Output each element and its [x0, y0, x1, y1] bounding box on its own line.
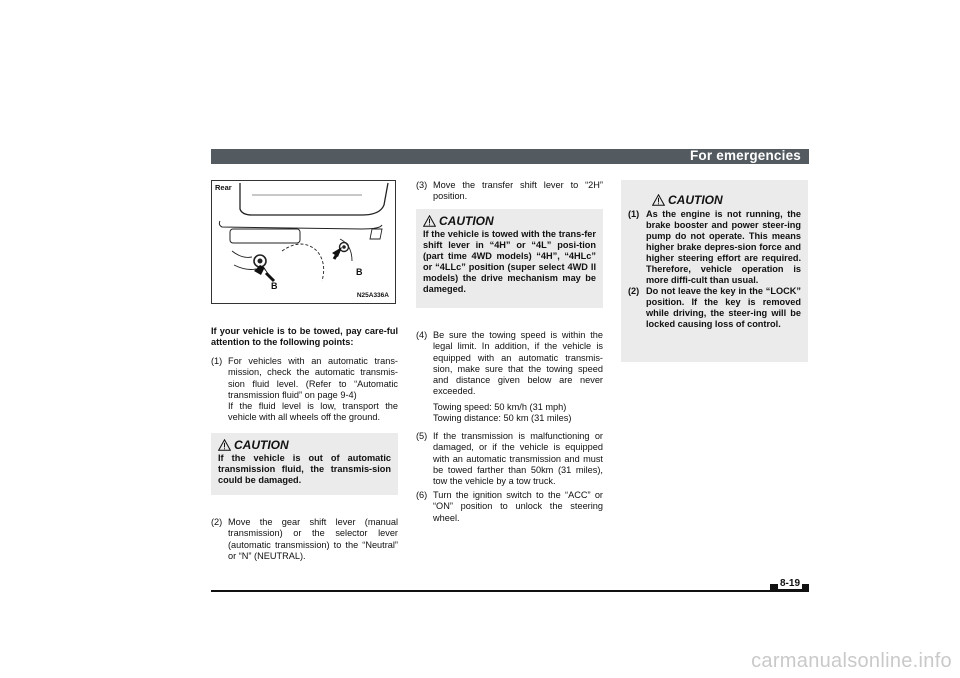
section-header-bar [211, 149, 809, 164]
list-item-text: Turn the ignition switch to the “ACC” or “ON” position to unlock the steering wheel. [433, 490, 603, 523]
list-item-1 [211, 356, 398, 424]
list-item-6 [416, 490, 603, 524]
caution-box-2 [416, 209, 603, 308]
watermark: carmanualsonline.info [751, 650, 952, 672]
list-item-3 [416, 180, 603, 203]
figure-code: N25A336A [356, 292, 389, 299]
caution-item-text: As the engine is not running, the brake booster and power steer-ing pump do not operate. This means higher brake depres-sion force and higher steering effort are required. Therefore, vehicle operation is more diffi-cult than usual. [646, 209, 801, 285]
caution-heading: CAUTION [668, 193, 723, 207]
caution-item-1 [628, 209, 801, 286]
caution-text: If the vehicle is out of automatic transmission fluid, the transmis-sion could be damaged. [218, 453, 391, 485]
warning-triangle-icon [423, 215, 436, 227]
list-item-number: (2) [211, 517, 223, 527]
warning-triangle-icon [652, 194, 665, 206]
figure-label-b-left: B [271, 281, 278, 291]
list-item-4 [416, 330, 603, 424]
caution-box-1 [211, 433, 398, 495]
list-item-text: If the transmission is malfunctioning or damaged, or if the vehicle is equipped with an automatic transmission and must be towed farther than 50km (31 miles), tow the vehicle by a tow truck. [433, 431, 603, 487]
list-item-text: Move the gear shift lever (manual transmission) or the selector lever (automatic transmission) to the “Neutral” or “N” (NEUTRAL). [228, 517, 398, 561]
towing-hook-illustration [211, 180, 396, 304]
rear-bumper-drawing [212, 181, 397, 305]
list-item-number: (3) [416, 180, 428, 190]
intro-text: If your vehicle is to be towed, pay care-ful attention to the following points: [211, 326, 398, 348]
list-item-text-2: If the fluid level is low, transport the vehicle with all wheels off the ground. [228, 401, 398, 423]
list-item-number: (4) [416, 330, 428, 340]
list-item-number: (1) [211, 356, 223, 366]
list-item-5 [416, 431, 603, 487]
list-item-number: (5) [416, 431, 428, 441]
caution-box-3 [621, 180, 808, 362]
caution-text: If the vehicle is towed with the trans-fer shift lever in “4H” or “4L” posi-tion (part time 4WD models) “4H”, “4HLc” or “4LLc” position (super select 4WD II models) the drive mechanism may be dameged. [423, 229, 596, 294]
figure-label-b-right: B [356, 267, 363, 277]
page-number: 8-19 [780, 578, 801, 589]
list-item-text: For vehicles with an automatic trans-mission, check the automatic transmis-sion fluid level. (Refer to “Automatic transmission fluid” on page 9-4) [228, 356, 398, 400]
caution-heading: CAUTION [439, 214, 494, 228]
caution-heading: CAUTION [234, 438, 289, 452]
towing-speed: Towing speed: 50 km/h (31 mph) [433, 401, 567, 412]
caution-item-2 [628, 286, 801, 330]
section-title: For emergencies [689, 148, 801, 163]
caution-item-text: Do not leave the key in the “LOCK” position. If the key is removed while driving, the steer-ing will be locked causing loss of control. [646, 286, 801, 329]
footer-rule [211, 590, 809, 592]
figure-label-rear: Rear [215, 183, 232, 192]
caution-item-number: (1) [628, 209, 640, 219]
caution-item-number: (2) [628, 286, 640, 296]
list-item-2 [211, 517, 398, 562]
list-item-text: Move the transfer shift lever to “2H” position. [433, 180, 603, 202]
warning-triangle-icon [218, 439, 231, 451]
towing-distance: Towing distance: 50 km (31 miles) [433, 413, 572, 424]
list-item-number: (6) [416, 490, 428, 500]
list-item-text: Be sure the towing speed is within the legal limit. In addition, if the vehicle is equipped with an automatic transmis-sion, make sure that the towing speed and distance given below are never exceeded. [433, 330, 603, 397]
